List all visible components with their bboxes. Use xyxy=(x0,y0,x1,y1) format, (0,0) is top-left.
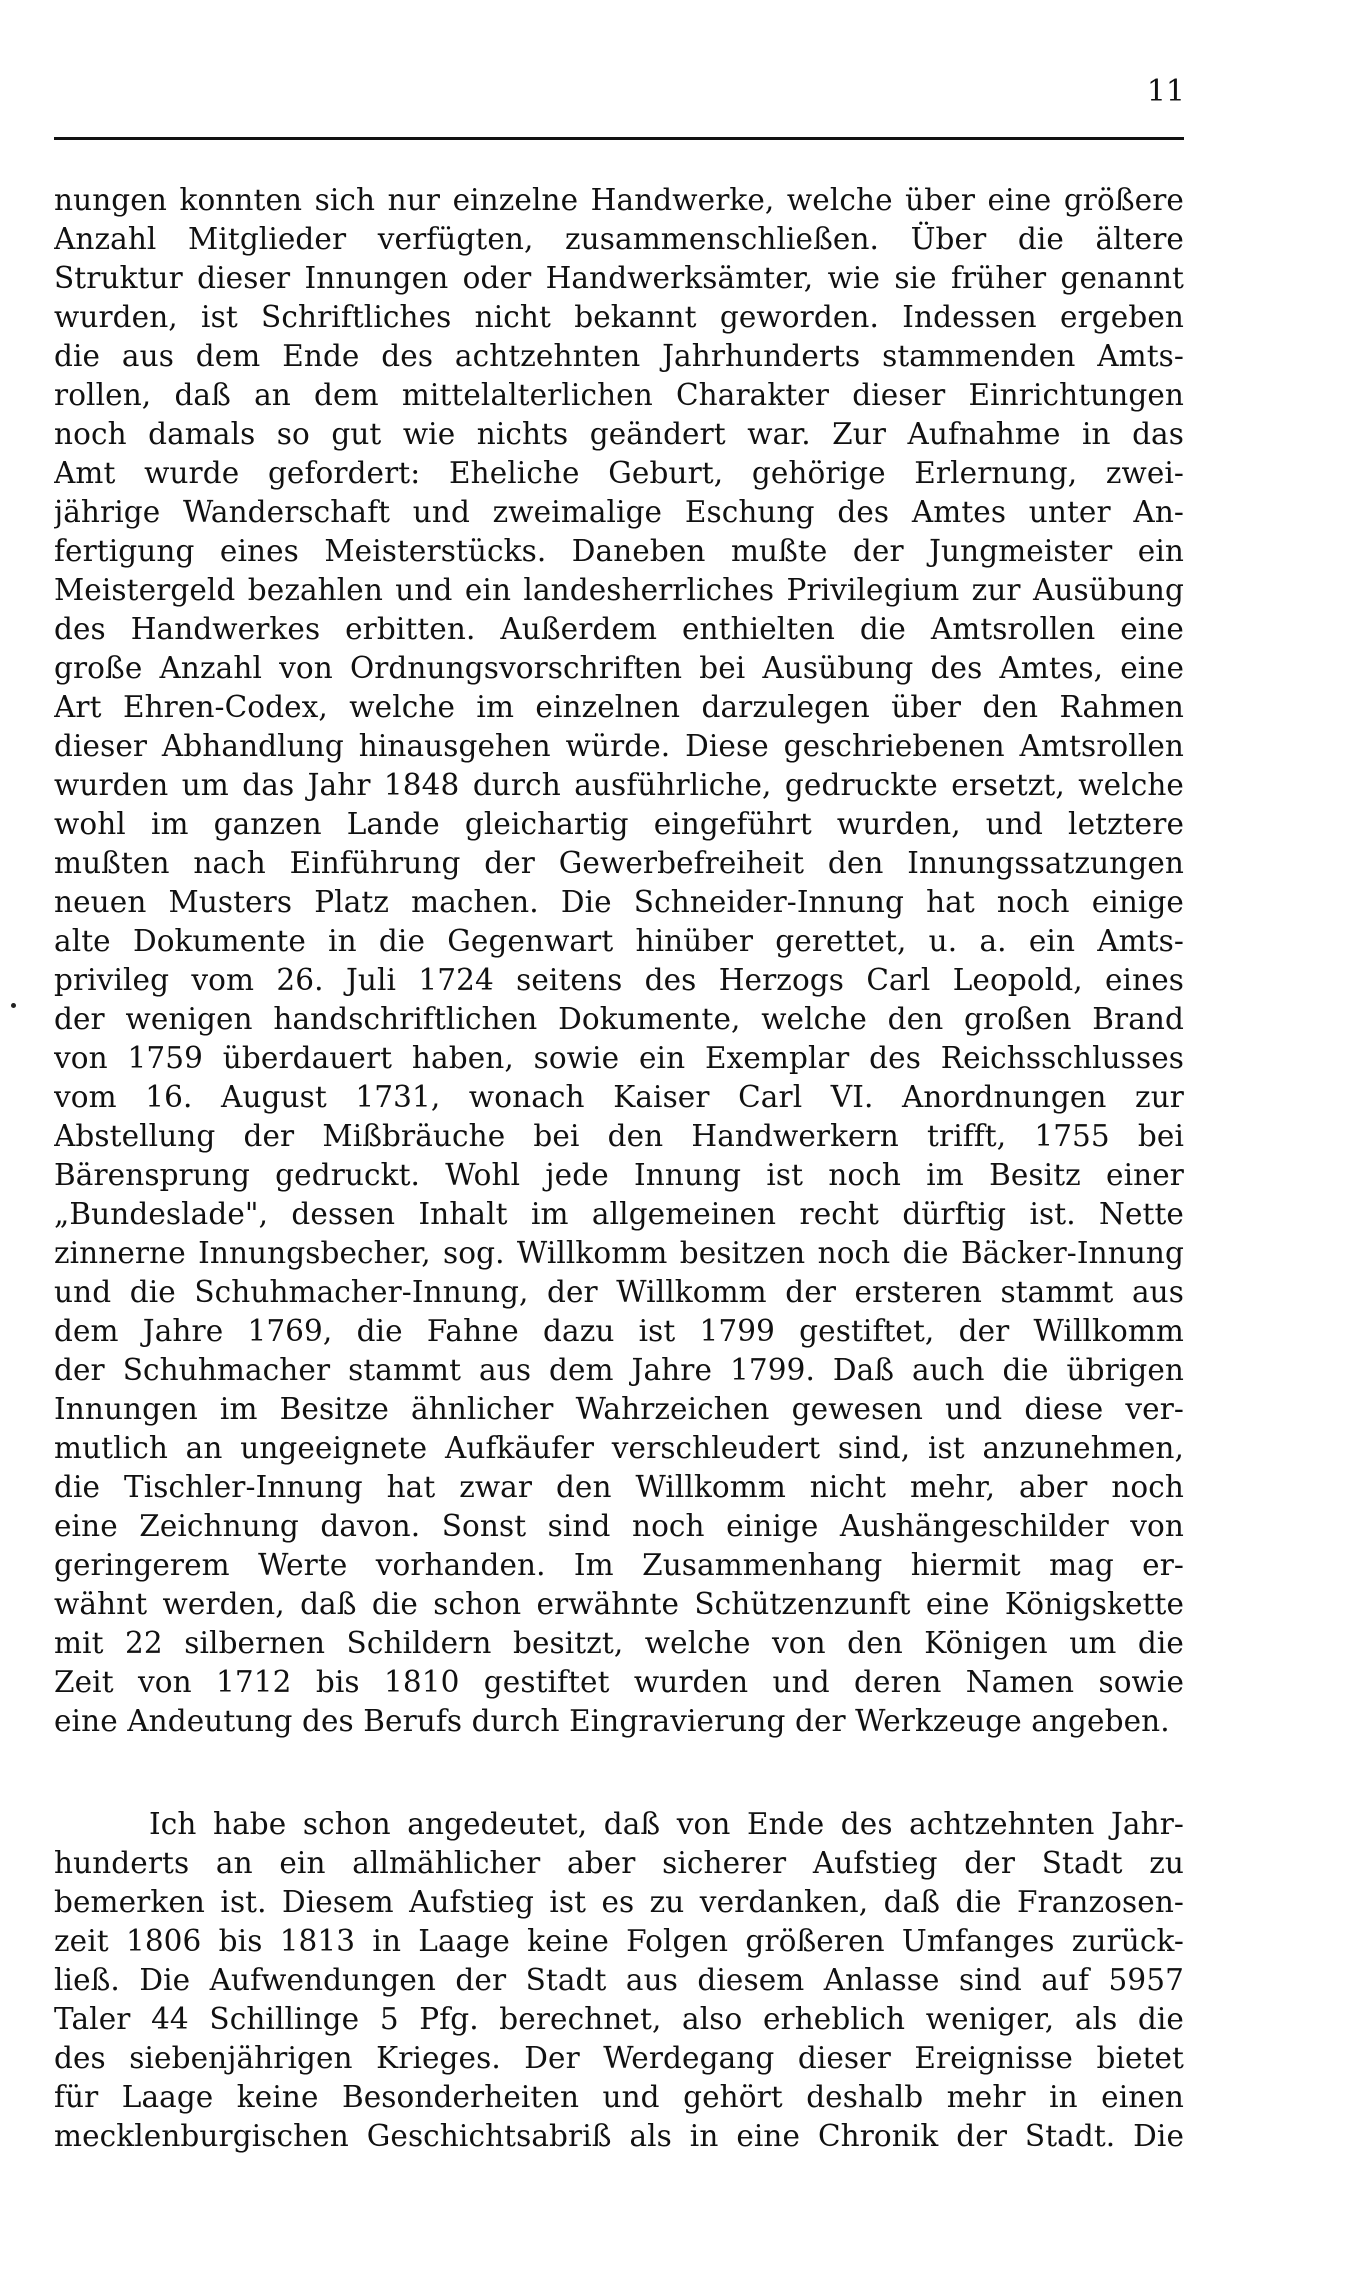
text-line: des siebenjährigen Krieges. Der Werdegang dieser Ereignisse bietet xyxy=(54,2041,1184,2075)
text-line: eine Andeutung des Berufs durch Eingravierung der Werkzeuge angeben. xyxy=(54,1704,1170,1738)
header-rule xyxy=(54,137,1184,140)
margin-speck xyxy=(11,1003,16,1008)
text-line: Bärensprung gedruckt. Wohl jede Innung ist noch im Besitz einer xyxy=(54,1158,1184,1192)
text-line: Ich habe schon angedeutet, daß von Ende des achtzehnten Jahr- xyxy=(149,1807,1184,1841)
text-line: wurden, ist Schriftliches nicht bekannt geworden. Indessen ergeben xyxy=(54,300,1184,334)
text-line: von 1759 überdauert haben, sowie ein Exemplar des Reichsschlusses xyxy=(54,1041,1184,1075)
text-line: Anzahl Mitglieder verfügten, zusammenschließen. Über die ältere xyxy=(54,222,1184,256)
text-line: jährige Wanderschaft und zweimalige Eschung des Amtes unter An- xyxy=(54,495,1184,529)
text-line: neuen Musters Platz machen. Die Schneider-Innung hat noch einige xyxy=(54,885,1184,919)
text-line: Abstellung der Mißbräuche bei den Handwerkern trifft, 1755 bei xyxy=(54,1119,1184,1153)
text-line: die aus dem Ende des achtzehnten Jahrhunderts stammenden Amts- xyxy=(54,339,1184,373)
text-line: wähnt werden, daß die schon erwähnte Schützenzunft eine Königskette xyxy=(54,1587,1184,1621)
paragraph-town-rise xyxy=(54,1805,1184,2156)
text-line: rollen, daß an dem mittelalterlichen Charakter dieser Einrichtungen xyxy=(54,378,1184,412)
text-line: Zeit von 1712 bis 1810 gestiftet wurden und deren Namen sowie xyxy=(54,1665,1184,1699)
text-line: Taler 44 Schillinge 5 Pfg. berechnet, also erheblich weniger, als die xyxy=(54,2002,1184,2036)
text-line: große Anzahl von Ordnungsvorschriften bei Ausübung des Amtes, eine xyxy=(54,651,1184,685)
text-line: Struktur dieser Innungen oder Handwerksämter, wie sie früher genannt xyxy=(54,261,1184,295)
text-line: dieser Abhandlung hinausgehen würde. Diese geschriebenen Amtsrollen xyxy=(54,729,1184,763)
text-line: mit 22 silbernen Schildern besitzt, welche von den Königen um die xyxy=(54,1626,1184,1660)
text-line: fertigung eines Meisterstücks. Daneben mußte der Jungmeister ein xyxy=(54,534,1184,568)
text-line: wurden um das Jahr 1848 durch ausführliche, gedruckte ersetzt, welche xyxy=(54,768,1184,802)
text-line: Meistergeld bezahlen und ein landesherrliches Privilegium zur Ausübung xyxy=(54,573,1184,607)
text-line: mecklenburgischen Geschichtsabriß als in eine Chronik der Stadt. Die xyxy=(54,2119,1184,2153)
text-line: zinnerne Innungsbecher, sog. Willkomm besitzen noch die Bäcker-Innung xyxy=(54,1236,1184,1270)
text-line: bemerken ist. Diesem Aufstieg ist es zu verdanken, daß die Franzosen- xyxy=(54,1885,1184,1919)
text-line: geringerem Werte vorhanden. Im Zusammenhang hiermit mag er- xyxy=(54,1548,1184,1582)
text-line: eine Zeichnung davon. Sonst sind noch einige Aushängeschilder von xyxy=(54,1509,1184,1543)
text-line: mußten nach Einführung der Gewerbefreiheit den Innungssatzungen xyxy=(54,846,1184,880)
text-line: Innungen im Besitze ähnlicher Wahrzeichen gewesen und diese ver- xyxy=(54,1392,1184,1426)
text-line: dem Jahre 1769, die Fahne dazu ist 1799 gestiftet, der Willkomm xyxy=(54,1314,1184,1348)
paragraph-guilds xyxy=(54,181,1184,1741)
text-line: die Tischler-Innung hat zwar den Willkomm nicht mehr, aber noch xyxy=(54,1470,1184,1504)
text-line: nungen konnten sich nur einzelne Handwerke, welche über eine größere xyxy=(54,183,1184,217)
text-line: noch damals so gut wie nichts geändert war. Zur Aufnahme in das xyxy=(54,417,1184,451)
text-line: mutlich an ungeeignete Aufkäufer verschleudert sind, ist anzunehmen, xyxy=(54,1431,1184,1465)
text-line: zeit 1806 bis 1813 in Laage keine Folgen größeren Umfanges zurück- xyxy=(54,1924,1184,1958)
text-line: alte Dokumente in die Gegenwart hinüber gerettet, u. a. ein Amts- xyxy=(54,924,1184,958)
text-line: und die Schuhmacher-Innung, der Willkomm der ersteren stammt aus xyxy=(54,1275,1184,1309)
text-line: vom 16. August 1731, wonach Kaiser Carl VI. Anordnungen zur xyxy=(54,1080,1184,1114)
text-line: für Laage keine Besonderheiten und gehört deshalb mehr in einen xyxy=(54,2080,1184,2114)
text-line: des Handwerkes erbitten. Außerdem enthielten die Amtsrollen eine xyxy=(54,612,1184,646)
text-line: Art Ehren-Codex, welche im einzelnen darzulegen über den Rahmen xyxy=(54,690,1184,724)
text-line: „Bundeslade", dessen Inhalt im allgemeinen recht dürftig ist. Nette xyxy=(54,1197,1184,1231)
text-line: wohl im ganzen Lande gleichartig eingeführt wurden, und letztere xyxy=(54,807,1184,841)
page-number: 11 xyxy=(1146,74,1185,109)
text-line: Amt wurde gefordert: Eheliche Geburt, gehörige Erlernung, zwei- xyxy=(54,456,1184,490)
text-line: der wenigen handschriftlichen Dokumente, welche den großen Brand xyxy=(54,1002,1184,1036)
text-line: privileg vom 26. Juli 1724 seitens des Herzogs Carl Leopold, eines xyxy=(54,963,1184,997)
text-line: der Schuhmacher stammt aus dem Jahre 1799. Daß auch die übrigen xyxy=(54,1353,1184,1387)
text-line: hunderts an ein allmählicher aber sicherer Aufstieg der Stadt zu xyxy=(54,1846,1184,1880)
text-line: ließ. Die Aufwendungen der Stadt aus diesem Anlasse sind auf 5957 xyxy=(54,1963,1184,1997)
